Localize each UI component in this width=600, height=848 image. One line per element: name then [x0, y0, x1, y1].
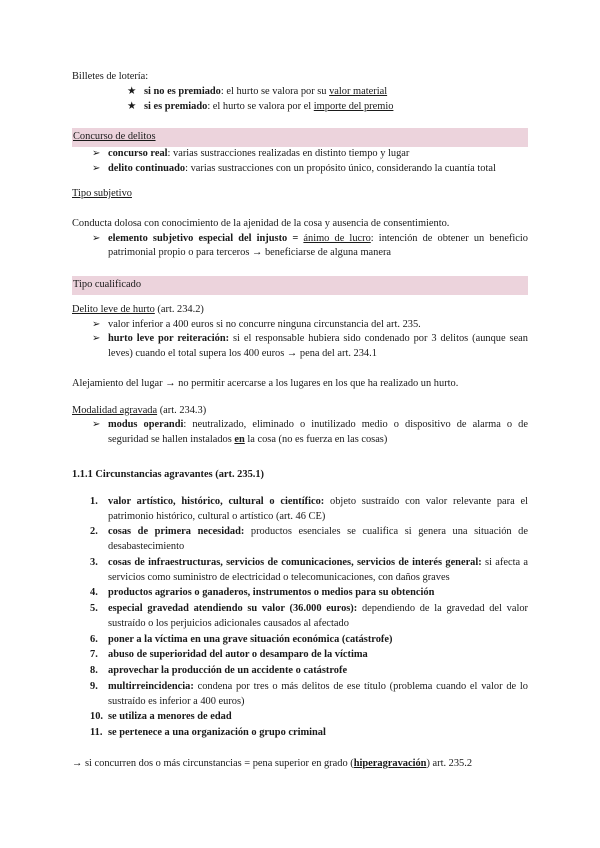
- subjetivo-paragraph: Conducta dolosa con conocimiento de la ajenidad de la cosa y ausencia de consentimiento.: [72, 217, 450, 229]
- subjetivo-heading: Tipo subjetivo: [72, 188, 132, 199]
- arrow-bullet-icon: ➢: [92, 162, 101, 174]
- list-item: ➢ modus operandi: neutralizado, eliminado o inutilizado medio o dispositivo de alarma o de seguridad se hallen instalados en la cosa (no es fuerza en las cosas): [92, 419, 528, 446]
- list-item: 9. multirreincidencia: condena por tres o más delitos de ese título (problema cuando el valor de lo sustraído es inferior a 400 euros): [90, 680, 528, 707]
- agravada-list: [72, 418, 528, 448]
- list-item: 7. abuso de superioridad del autor o desamparo de la víctima: [90, 649, 368, 661]
- arrow-bullet-icon: ➢: [92, 232, 101, 244]
- loteria-section: [72, 70, 528, 114]
- subjetivo-list: [72, 232, 528, 262]
- star-icon: ★: [127, 100, 137, 112]
- concurso-list: [72, 147, 528, 177]
- list-item: 3. cosas de infraestructuras, servicios de comunicaciones, servicios de interés general: si afecta a servicios como suministro de electricidad o telecomunicaciones, con daños graves: [90, 556, 528, 583]
- arrow-bullet-icon: ➢: [92, 318, 101, 330]
- hiperagravacion-note: → si concurren dos o más circunstancias = pena superior en grado (hiperagravación) art. 235.2: [72, 758, 473, 770]
- list-item: ➢ valor inferior a 400 euros si no concurre ninguna circunstancia del art. 235.: [72, 318, 528, 333]
- list-item: ★ si es premiado: el hurto se valora por el importe del premio: [72, 100, 528, 115]
- agravada-title: Modalidad agravada (art. 234.3): [72, 404, 207, 416]
- list-item: 11. se pertenece a una organización o grupo criminal: [90, 727, 326, 739]
- subjetivo-section: [72, 187, 528, 261]
- list-item: ★ si no es premiado: el hurto se valora por su valor material: [72, 85, 528, 100]
- list-item: ➢ concurso real: varias sustracciones realizadas en distinto tiempo y lugar: [72, 147, 528, 162]
- cualificado-section: [72, 276, 528, 448]
- alejamiento-paragraph: Alejamiento del lugar → no permitir acercarse a los lugares en los que ha realizado un hurto.: [72, 377, 459, 389]
- list-item: 2. cosas de primera necesidad: productos esenciales se cualifica si genera una situación de desabastecimiento: [90, 526, 528, 553]
- concurso-heading: Concurso de delitos: [72, 128, 528, 147]
- list-item: 4. productos agrarios o ganaderos, instrumentos o medios para su obtención: [90, 587, 435, 599]
- list-item: 5. especial gravedad atendiendo su valor (36.000 euros): dependiendo de la gravedad del valor sustraído o los perjuicios adicionales causados al afectado: [90, 603, 528, 629]
- loteria-title: Billetes de lotería:: [72, 71, 149, 82]
- list-item: 10. se utiliza a menores de edad: [90, 711, 232, 723]
- leve-title: Delito leve de hurto (art. 234.2): [72, 303, 204, 315]
- leve-list: [72, 318, 528, 362]
- agravantes-section: [72, 468, 528, 772]
- cualificado-heading: Tipo cualificado: [72, 276, 528, 295]
- arrow-bullet-icon: ➢: [92, 333, 101, 345]
- star-icon: ★: [127, 85, 137, 97]
- loteria-list: [72, 85, 528, 115]
- agravantes-list: [72, 495, 528, 741]
- list-item: ➢ elemento subjetivo especial del injusto = ánimo de lucro: intención de obtener un beneficio patrimonial propio o para terceros → beneficiarse de alguna manera: [92, 232, 528, 259]
- list-item: 8. aprovechar la producción de un accidente o catástrofe: [90, 665, 348, 677]
- concurso-section: [72, 128, 528, 176]
- list-item: ➢ delito continuado: varias sustracciones con un propósito único, considerando la cuantía total: [72, 162, 528, 177]
- list-item: 1. valor artístico, histórico, cultural o científico: objeto sustraído con valor relevante para el patrimonio histórico, cultural o artístico (art. 46 CE): [90, 495, 528, 522]
- list-item: ➢ hurto leve por reiteración: si el responsable hubiera sido condenado por 3 delitos (aunque sean leves) cuando el total supera los 400 euros → pena del art. 234.1: [92, 333, 528, 360]
- list-item: 6. poner a la víctima en una grave situación económica (catástrofe): [90, 633, 393, 645]
- arrow-bullet-icon: ➢: [92, 147, 101, 159]
- agravantes-heading: 1.1.1 Circunstancias agravantes (art. 235.1): [72, 469, 265, 480]
- arrow-bullet-icon: ➢: [92, 419, 101, 431]
